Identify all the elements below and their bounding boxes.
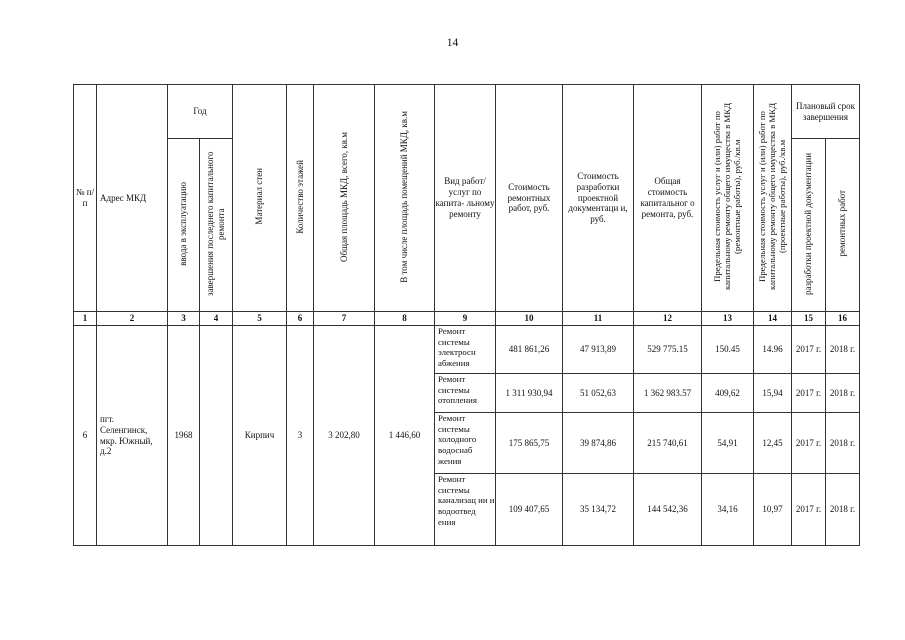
design-cost: 35 134,72 xyxy=(563,474,634,546)
work-type: Ремонт системы холодного водоснаб жения xyxy=(435,413,496,474)
column-number: 8 xyxy=(375,312,435,326)
total-cost: 215 740,61 xyxy=(634,413,702,474)
plan-repair: 2018 г. xyxy=(826,474,860,546)
header-num: № п/ п xyxy=(74,85,97,312)
header-limit-repair: Предельная стоимость услуг и (или) работ по капитальному ремонту общего имущества в МКД (ремонтные работы), руб./кв.м xyxy=(702,85,754,312)
design-cost: 39 874,86 xyxy=(563,413,634,474)
repair-cost: 175 865,75 xyxy=(496,413,563,474)
limit-repair: 54,91 xyxy=(702,413,754,474)
plan-repair: 2018 г. xyxy=(826,374,860,413)
limit-design: 10,97 xyxy=(754,474,792,546)
column-number: 4 xyxy=(200,312,233,326)
plan-design: 2017 г. xyxy=(792,326,826,374)
work-type: Ремонт системы электросн абжения xyxy=(435,326,496,374)
header-plan-repair: ремонтных работ xyxy=(826,139,860,312)
limit-design: 14.96 xyxy=(754,326,792,374)
header-premises-area: В том числе площадь помещений МКД, кв.м xyxy=(375,85,435,312)
header-total-area: Общая площадь МКД, всего, кв.м xyxy=(314,85,375,312)
header-address: Адрес МКД xyxy=(97,85,168,312)
column-number-row xyxy=(74,312,860,326)
limit-design: 12,45 xyxy=(754,413,792,474)
column-number: 6 xyxy=(287,312,314,326)
repair-cost: 1 311 930,94 xyxy=(496,374,563,413)
column-number: 1 xyxy=(74,312,97,326)
building-num: 6 xyxy=(74,326,97,546)
header-year-commission: ввода в эксплуатацию xyxy=(168,139,200,312)
header-limit-design: Предельная стоимость услуг и (или) работ по капитальному ремонту общего имущества в МКД (проектные работы), руб./кв.м xyxy=(754,85,792,312)
work-type: Ремонт системы канализац ии и водоотвед ения xyxy=(435,474,496,546)
limit-repair: 409,62 xyxy=(702,374,754,413)
building-wall-material: Кирпич xyxy=(233,326,287,546)
limit-repair: 150.45 xyxy=(702,326,754,374)
column-number: 16 xyxy=(826,312,860,326)
limit-design: 15,94 xyxy=(754,374,792,413)
column-number: 10 xyxy=(496,312,563,326)
design-cost: 47 913,89 xyxy=(563,326,634,374)
header-row-top xyxy=(74,85,860,139)
header-plan-design: разработки проектной документации xyxy=(792,139,826,312)
column-number: 3 xyxy=(168,312,200,326)
column-number: 9 xyxy=(435,312,496,326)
building-floors: 3 xyxy=(287,326,314,546)
plan-repair: 2018 г. xyxy=(826,326,860,374)
plan-design: 2017 г. xyxy=(792,413,826,474)
column-number: 7 xyxy=(314,312,375,326)
header-year-group: Год xyxy=(168,85,233,139)
total-cost: 529 775.15 xyxy=(634,326,702,374)
column-number: 2 xyxy=(97,312,168,326)
building-year-commission: 1968 xyxy=(168,326,200,546)
plan-design: 2017 г. xyxy=(792,374,826,413)
limit-repair: 34,16 xyxy=(702,474,754,546)
work-type: Ремонт системы отопления xyxy=(435,374,496,413)
capital-repair-table xyxy=(73,84,860,546)
header-total-cost: Общая стоимость капитальног о ремонта, руб. xyxy=(634,85,702,312)
building-total-area: 3 202,80 xyxy=(314,326,375,546)
plan-design: 2017 г. xyxy=(792,474,826,546)
column-number: 14 xyxy=(754,312,792,326)
header-design-cost: Стоимость разработки проектной документаци и, руб. xyxy=(563,85,634,312)
total-cost: 144 542,36 xyxy=(634,474,702,546)
header-year-last-repair: завершения последнего капитального ремонта xyxy=(200,139,233,312)
building-premises-area: 1 446,60 xyxy=(375,326,435,546)
header-plan-group: Плановый срок завершения xyxy=(792,85,860,139)
column-number: 5 xyxy=(233,312,287,326)
table-row xyxy=(74,326,860,374)
building-address: пгт. Селенгинск, мкр. Южный, д.2 xyxy=(97,326,168,546)
column-number: 15 xyxy=(792,312,826,326)
column-number: 12 xyxy=(634,312,702,326)
header-wall-material: Материал стен xyxy=(233,85,287,312)
repair-cost: 481 861,26 xyxy=(496,326,563,374)
building-year-last-repair xyxy=(200,326,233,546)
design-cost: 51 052,63 xyxy=(563,374,634,413)
total-cost: 1 362 983.57 xyxy=(634,374,702,413)
plan-repair: 2018 г. xyxy=(826,413,860,474)
page-number: 14 xyxy=(446,37,459,49)
header-repair-cost: Стоимость ремонтных работ, руб. xyxy=(496,85,563,312)
header-floors: Количество этажей xyxy=(287,85,314,312)
column-number: 13 xyxy=(702,312,754,326)
column-number: 11 xyxy=(563,312,634,326)
header-work-type: Вид работ/ услуг по капита- льному ремонту xyxy=(435,85,496,312)
repair-cost: 109 407,65 xyxy=(496,474,563,546)
